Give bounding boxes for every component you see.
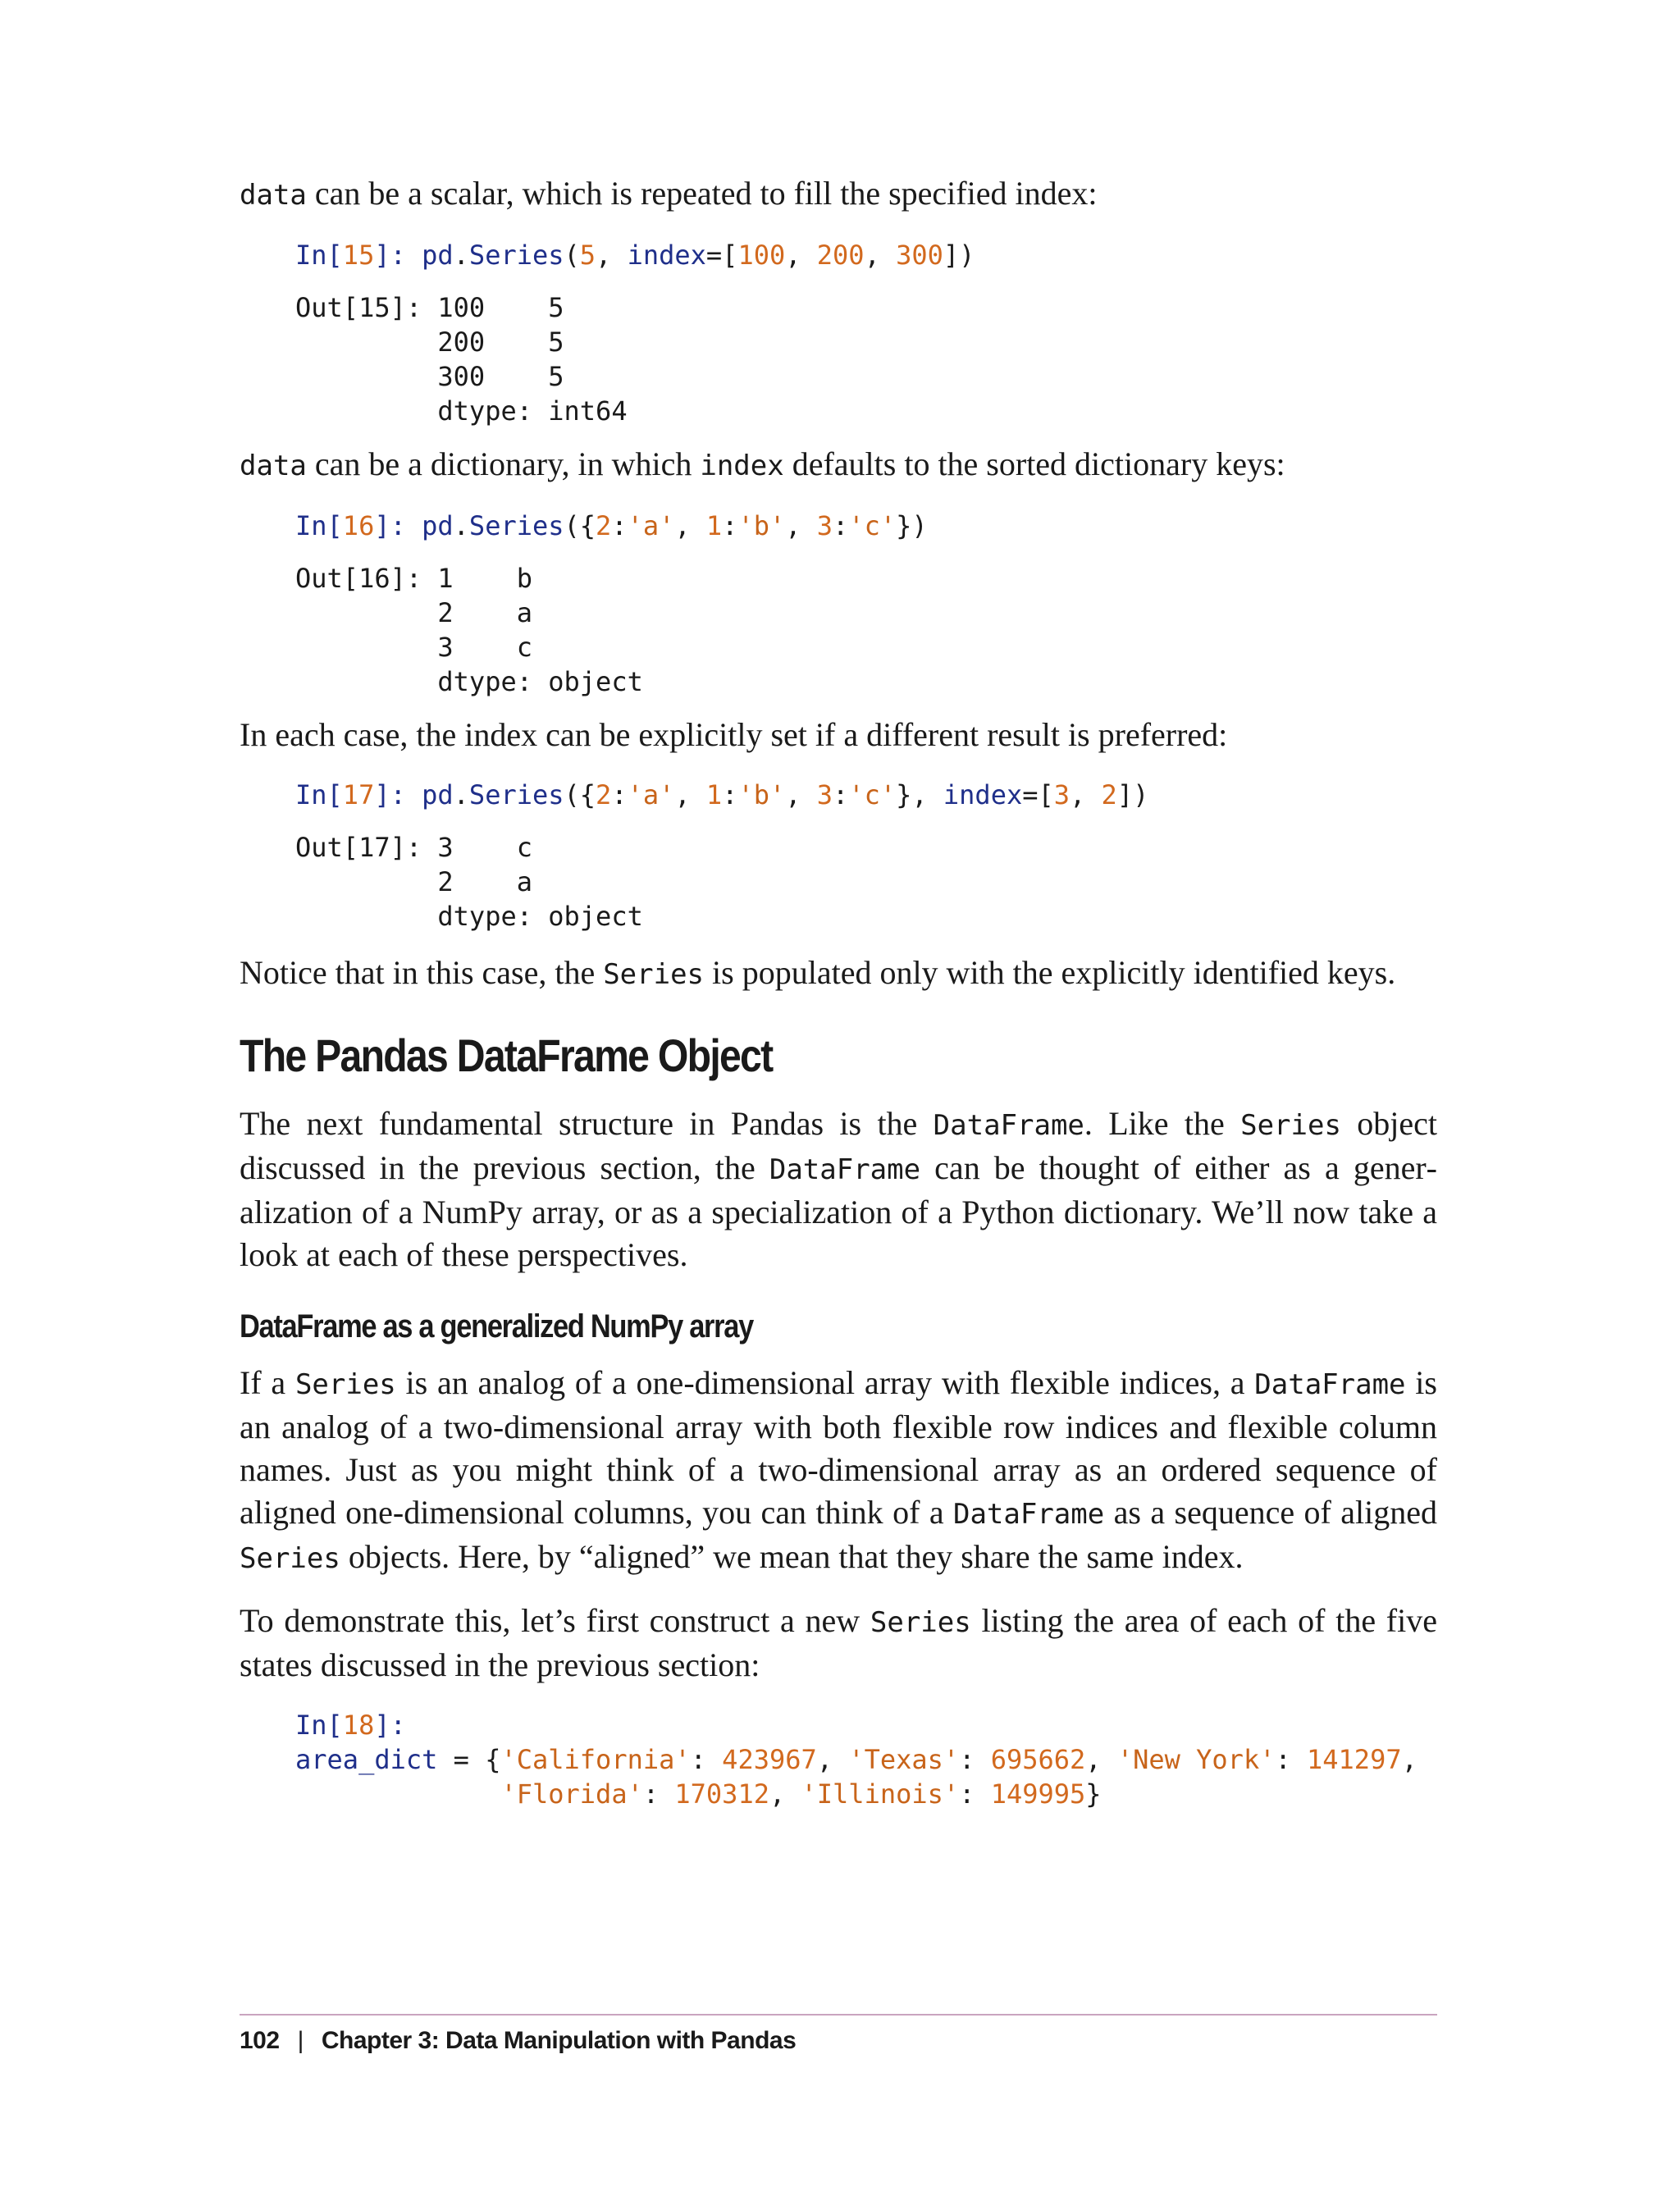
intro-dictionary: data can be a dictionary, in which index defaults to the sorted dictionary keys: (240, 445, 1285, 482)
page-footer (240, 2014, 1437, 2055)
code-cell-18-input: In[18]: area_dict = {'California': 423967, 'Texas': 695662, 'New York': 141297, 'Florida': 170312, 'Illinois': 149995} (295, 1710, 1418, 1810)
code-cell-16-output: Out[16]: 1 b 2 a 3 c dtype: object (295, 563, 643, 697)
generalized-array-paragraph: If a Series is an analog of a one-dimensional array with flexible indices, a DataFrame is an analog of a two-dimensional array with both flexible row indices and flexible column names. Just as you might think of a two-dimensional array as an ordered sequence of aligned one-dimensional columns, you can think of a DataFrame as a sequence of aligned Series objects. Here, by “aligned” we mean that they share the same index. (240, 1364, 1437, 1575)
page-body (240, 172, 1437, 1811)
subsection-title: DataFrame as a generalized NumPy array (240, 1308, 753, 1344)
code-cell-16-input: In[16]: pd.Series({2:'a', 1:'b', 3:'c'}) (295, 510, 928, 541)
section-title: The Pandas DataFrame Object (240, 1029, 773, 1081)
code-cell-17-output: Out[17]: 3 c 2 a dtype: object (295, 832, 643, 932)
notice-paragraph: Notice that in this case, the Series is populated only with the explicitly identified keys. (240, 954, 1396, 991)
intro-scalar: data can be a scalar, which is repeated to fill the specified index: (240, 175, 1098, 212)
chapter-title: Chapter 3: Data Manipulation with Pandas (321, 2027, 797, 2054)
demonstrate-paragraph: To demonstrate this, let’s first construct a new Series listing the area of each of the five states discussed in the previous section: (240, 1602, 1437, 1683)
code-cell-15-input: In[15]: pd.Series(5, index=[100, 200, 300]) (295, 240, 975, 271)
footer-separator: | (297, 2027, 304, 2054)
page-number: 102 (240, 2027, 280, 2054)
code-cell-17-input: In[17]: pd.Series({2:'a', 1:'b', 3:'c'}, index=[3, 2]) (295, 779, 1149, 810)
intro-explicit-index: In each case, the index can be explicitly set if a different result is preferred: (240, 716, 1228, 753)
code-cell-15-output: Out[15]: 100 5 200 5 300 5 dtype: int64 (295, 292, 628, 427)
dataframe-intro-paragraph: The next fundamental structure in Pandas is the DataFrame. Like the Series object discussed in the previous section, the DataFrame can be thought of either as a generalization of a NumPy array, or as a specialization of a Python dictionary. We’ll now take a look at each of these perspectives. (240, 1105, 1437, 1273)
